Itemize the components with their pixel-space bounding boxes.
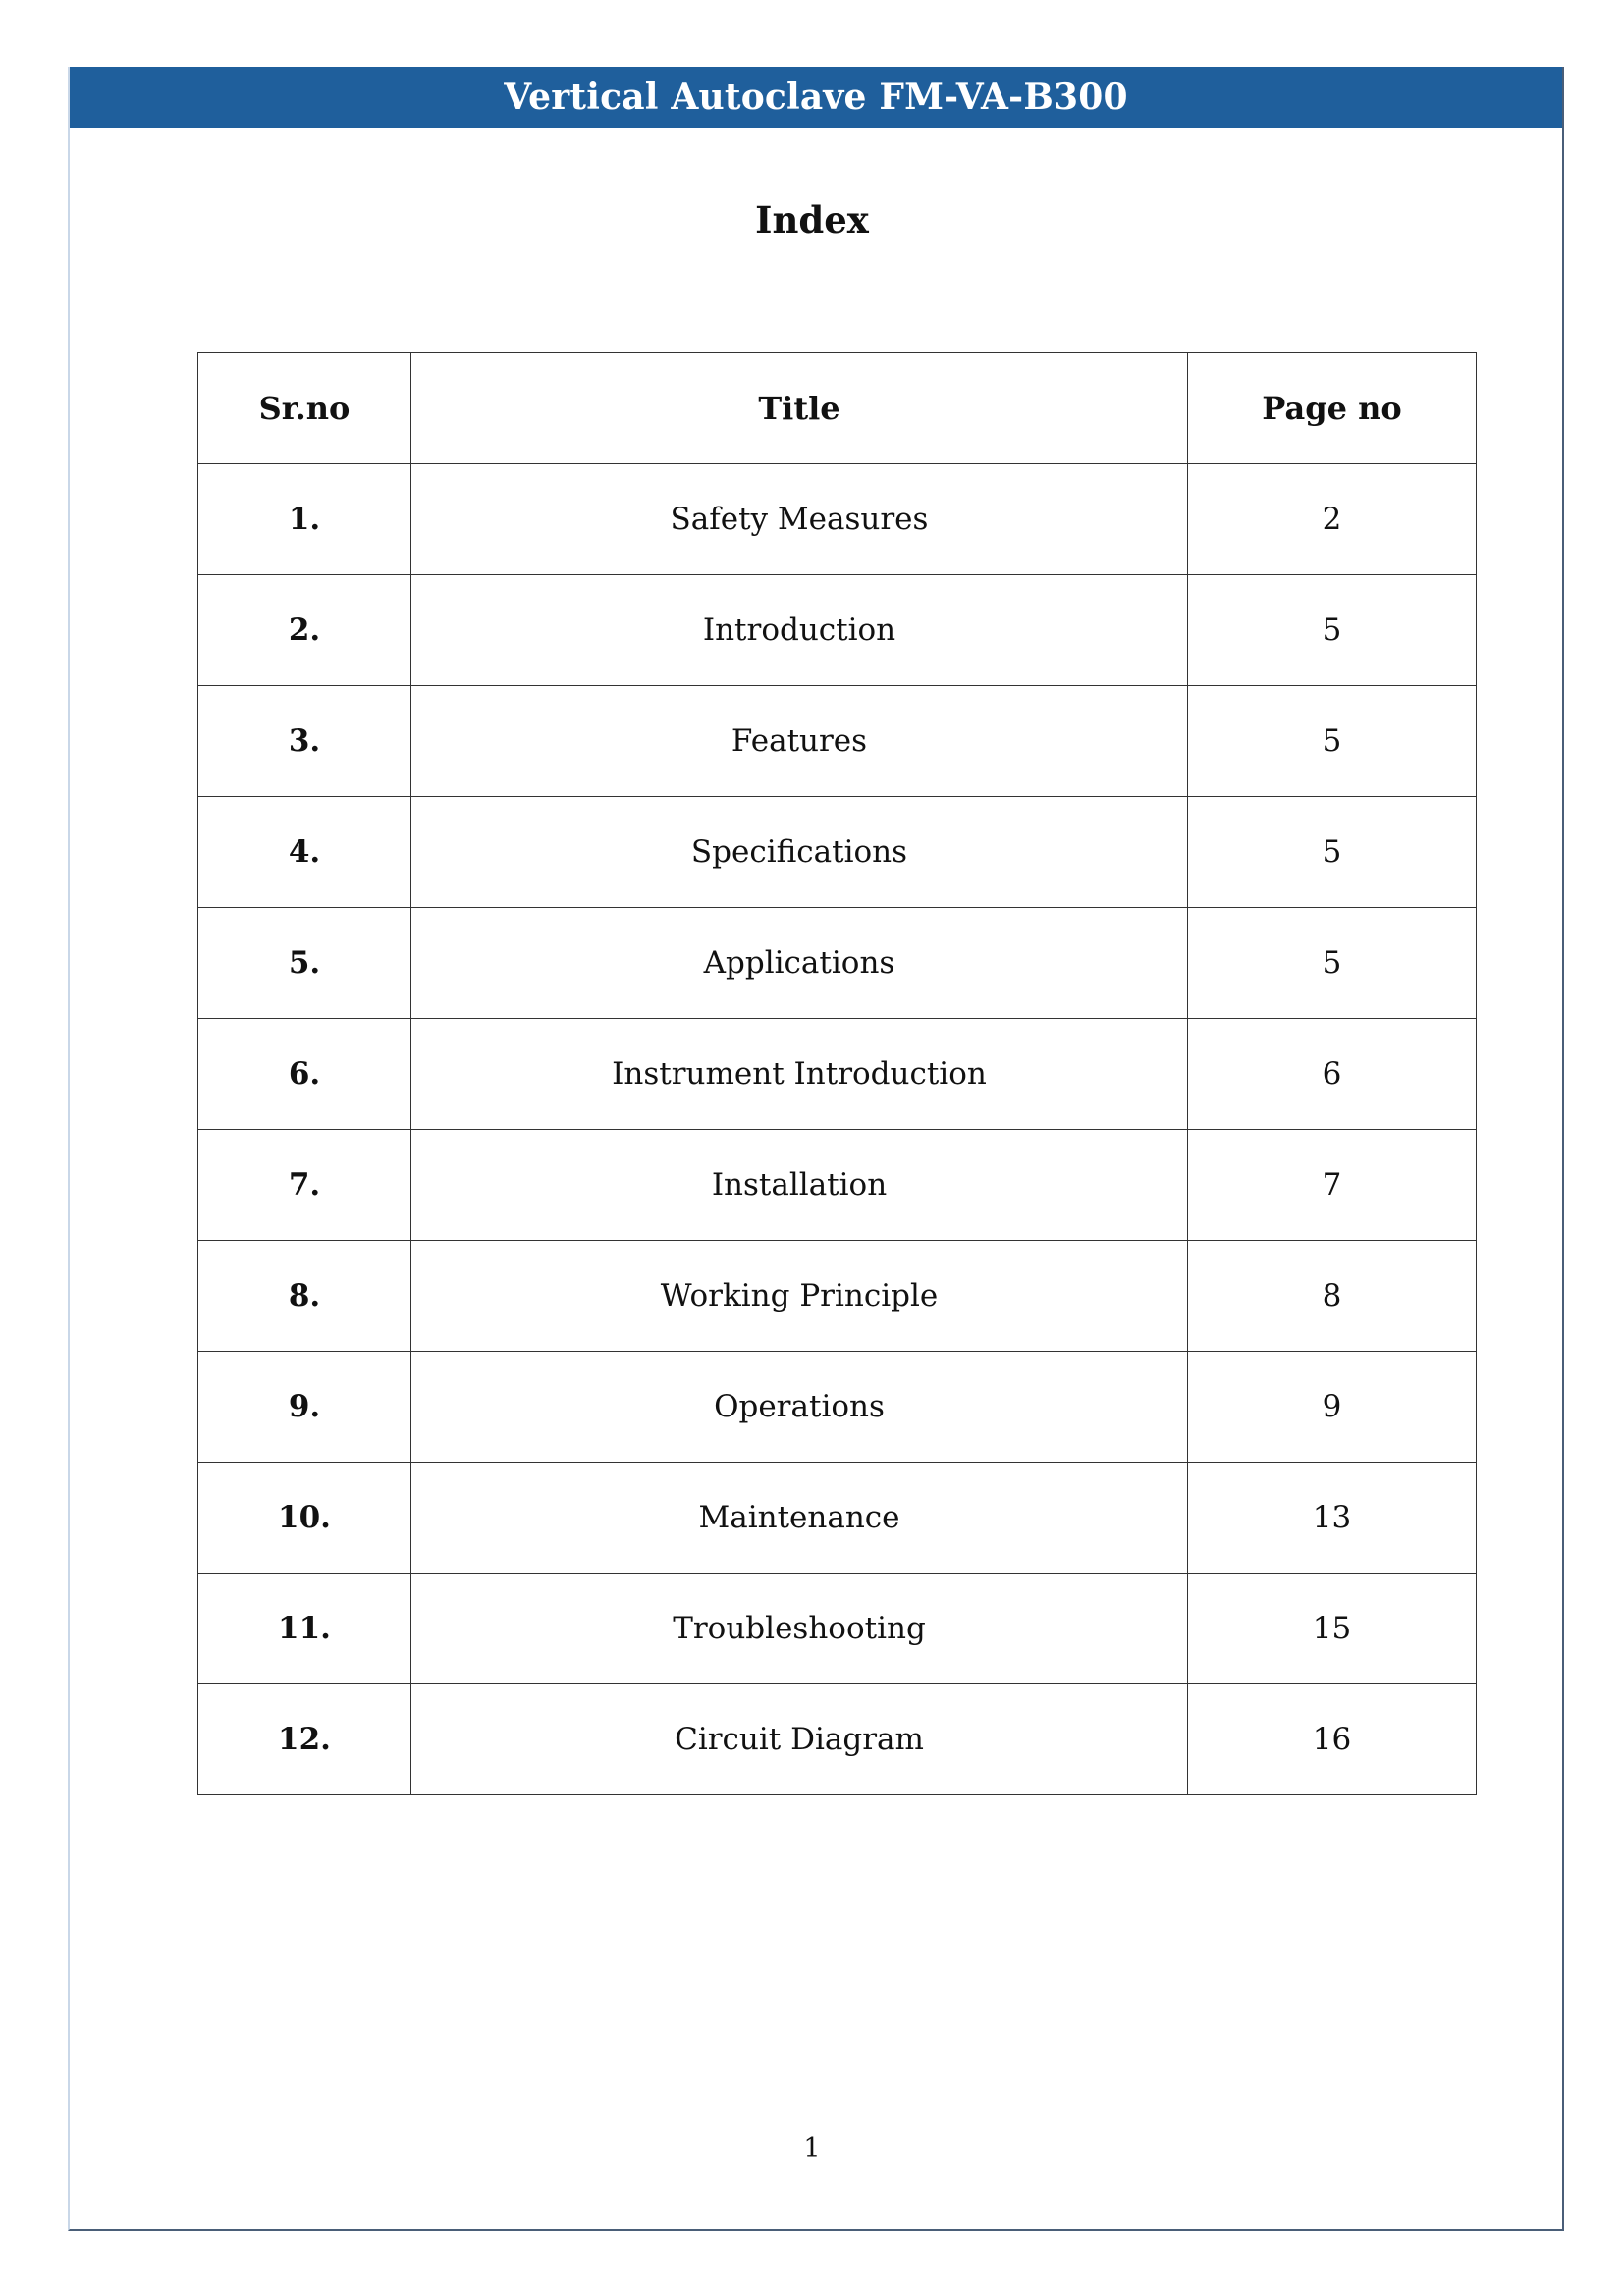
row-srno: 5. bbox=[198, 908, 411, 1019]
table-row bbox=[198, 575, 1477, 686]
column-header-title: Title bbox=[411, 353, 1188, 464]
column-header-srno: Sr.no bbox=[198, 353, 411, 464]
table-row bbox=[198, 1352, 1477, 1463]
index-heading: Index bbox=[755, 198, 869, 241]
table-row bbox=[198, 1684, 1477, 1795]
row-srno: 1. bbox=[198, 464, 411, 575]
row-title: Specifications bbox=[411, 797, 1188, 908]
page-number: 1 bbox=[803, 2133, 821, 2163]
row-title: Introduction bbox=[411, 575, 1188, 686]
row-srno: 10. bbox=[198, 1463, 411, 1574]
row-page: 5 bbox=[1188, 575, 1477, 686]
table-row bbox=[198, 797, 1477, 908]
column-header-page: Page no bbox=[1188, 353, 1477, 464]
table-row bbox=[198, 1463, 1477, 1574]
row-title: Troubleshooting bbox=[411, 1574, 1188, 1684]
row-srno: 12. bbox=[198, 1684, 411, 1795]
row-title: Maintenance bbox=[411, 1463, 1188, 1574]
row-title: Operations bbox=[411, 1352, 1188, 1463]
row-page: 5 bbox=[1188, 797, 1477, 908]
table-row bbox=[198, 908, 1477, 1019]
row-page: 7 bbox=[1188, 1130, 1477, 1241]
table-row bbox=[198, 1130, 1477, 1241]
row-title: Circuit Diagram bbox=[411, 1684, 1188, 1795]
row-page: 9 bbox=[1188, 1352, 1477, 1463]
table-row bbox=[198, 1574, 1477, 1684]
row-title: Working Principle bbox=[411, 1241, 1188, 1352]
row-srno: 9. bbox=[198, 1352, 411, 1463]
row-srno: 6. bbox=[198, 1019, 411, 1130]
row-page: 6 bbox=[1188, 1019, 1477, 1130]
row-srno: 11. bbox=[198, 1574, 411, 1684]
row-title: Installation bbox=[411, 1130, 1188, 1241]
table-header-row bbox=[198, 353, 1477, 464]
row-page: 5 bbox=[1188, 908, 1477, 1019]
row-title: Safety Measures bbox=[411, 464, 1188, 575]
row-title: Applications bbox=[411, 908, 1188, 1019]
row-page: 5 bbox=[1188, 686, 1477, 797]
table-row bbox=[198, 464, 1477, 575]
row-page: 15 bbox=[1188, 1574, 1477, 1684]
row-srno: 7. bbox=[198, 1130, 411, 1241]
index-table bbox=[197, 352, 1477, 1795]
row-srno: 8. bbox=[198, 1241, 411, 1352]
row-title: Features bbox=[411, 686, 1188, 797]
row-page: 13 bbox=[1188, 1463, 1477, 1574]
row-title: Instrument Introduction bbox=[411, 1019, 1188, 1130]
row-page: 16 bbox=[1188, 1684, 1477, 1795]
table-row bbox=[198, 1241, 1477, 1352]
row-srno: 2. bbox=[198, 575, 411, 686]
document-header bbox=[70, 67, 1562, 128]
table-row bbox=[198, 686, 1477, 797]
table-row bbox=[198, 1019, 1477, 1130]
row-page: 2 bbox=[1188, 464, 1477, 575]
row-srno: 4. bbox=[198, 797, 411, 908]
document-title: Vertical Autoclave FM-VA-B300 bbox=[504, 77, 1128, 118]
row-page: 8 bbox=[1188, 1241, 1477, 1352]
row-srno: 3. bbox=[198, 686, 411, 797]
